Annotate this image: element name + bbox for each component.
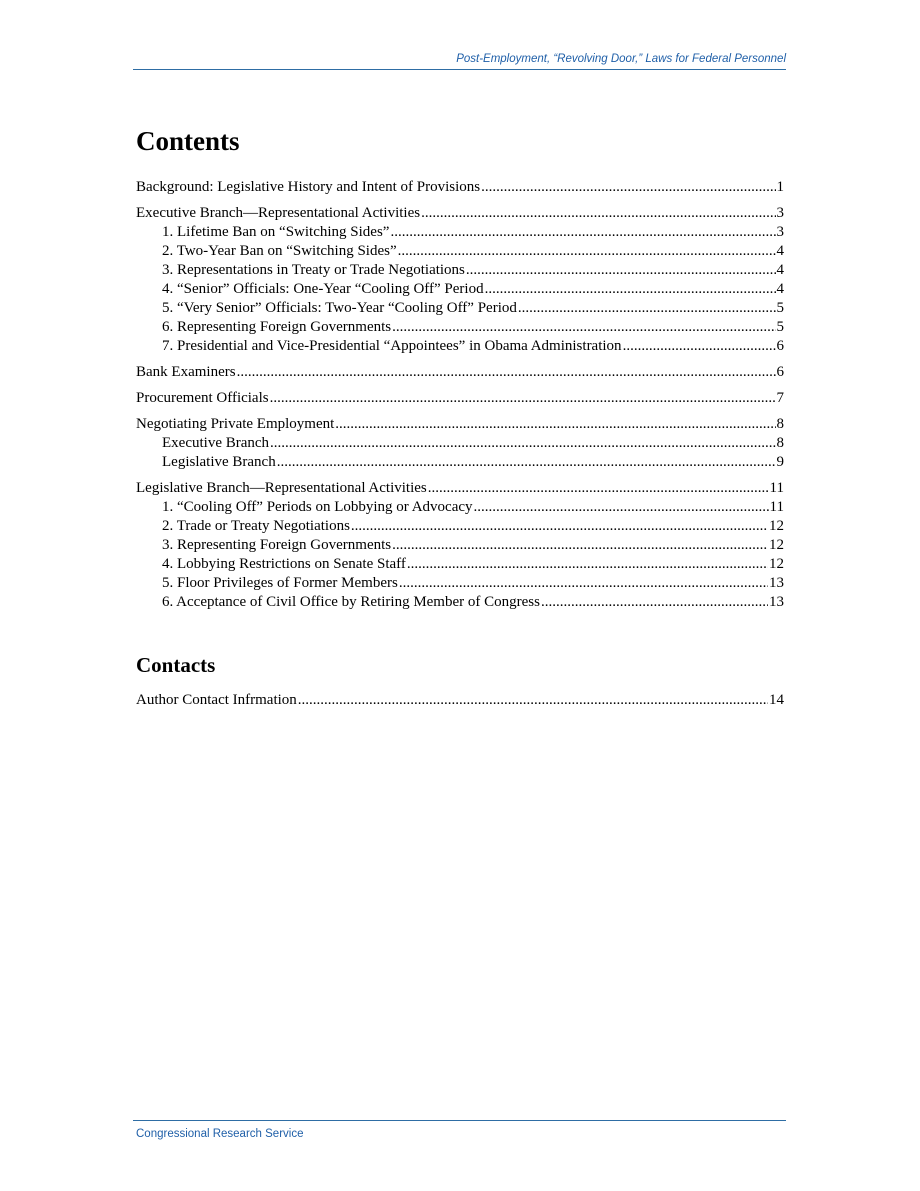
toc-entry-page: 12 <box>769 518 784 534</box>
toc-entry-page: 8 <box>776 435 784 451</box>
toc-entry-label: Executive Branch <box>162 435 270 451</box>
toc-entry[interactable] <box>136 593 784 612</box>
toc-entry[interactable] <box>136 318 784 337</box>
toc-entry[interactable] <box>136 536 784 555</box>
toc-entry-page: 13 <box>769 594 784 610</box>
toc-leader-dots <box>428 479 769 498</box>
toc-entry-page: 11 <box>769 480 784 496</box>
toc-leader-dots <box>399 574 768 593</box>
toc-entry[interactable] <box>136 517 784 536</box>
toc-leader-dots <box>270 389 776 408</box>
toc-entry[interactable] <box>136 299 784 318</box>
toc-leader-dots <box>298 691 768 710</box>
toc-entry-label: 6. Representing Foreign Governments <box>162 319 392 335</box>
toc-entry-label: Legislative Branch—Representational Activities <box>136 480 427 496</box>
toc-entry-label: 5. “Very Senior” Officials: Two-Year “Cooling Off” Period <box>162 300 517 316</box>
toc-entry-page: 12 <box>769 537 784 553</box>
toc-entry-label: 5. Floor Privileges of Former Members <box>162 575 398 591</box>
toc-entry[interactable] <box>136 280 784 299</box>
toc-entry-label: 3. Representations in Treaty or Trade Negotiations <box>162 262 465 278</box>
toc-entry-page: 9 <box>776 454 784 470</box>
toc-entry-label: Legislative Branch <box>162 454 276 470</box>
toc-entry[interactable] <box>136 498 784 517</box>
toc-entry-page: 12 <box>769 556 784 572</box>
contents-list <box>136 178 784 612</box>
toc-entry-label: Negotiating Private Employment <box>136 416 335 432</box>
contacts-list <box>136 691 784 710</box>
toc-entry[interactable] <box>136 204 784 223</box>
toc-entry[interactable] <box>136 434 784 453</box>
toc-entry-label: Procurement Officials <box>136 390 269 406</box>
contacts-title: Contacts <box>136 653 216 677</box>
toc-leader-dots <box>237 363 776 382</box>
toc-entry[interactable] <box>136 261 784 280</box>
toc-entry[interactable] <box>136 178 784 197</box>
toc-entry-page: 11 <box>769 499 784 515</box>
toc-entry-page: 3 <box>776 224 784 240</box>
toc-entry-label: 4. “Senior” Officials: One-Year “Cooling Off” Period <box>162 281 484 297</box>
toc-leader-dots <box>421 204 775 223</box>
toc-entry[interactable] <box>136 453 784 472</box>
toc-entry-page: 7 <box>776 390 784 406</box>
toc-leader-dots <box>390 223 775 242</box>
toc-entry[interactable] <box>136 691 784 710</box>
toc-leader-dots <box>392 536 768 555</box>
toc-entry[interactable] <box>136 415 784 434</box>
toc-entry[interactable] <box>136 479 784 498</box>
toc-entry-label: 6. Acceptance of Civil Office by Retiring Member of Congress <box>162 594 540 610</box>
toc-entry-page: 13 <box>769 575 784 591</box>
running-header <box>133 53 786 70</box>
toc-leader-dots <box>485 280 776 299</box>
toc-entry[interactable] <box>136 223 784 242</box>
toc-entry-label: 3. Representing Foreign Governments <box>162 537 392 553</box>
toc-entry-page: 6 <box>776 338 784 354</box>
toc-entry-page: 5 <box>776 300 784 316</box>
toc-entry-label: 1. Lifetime Ban on “Switching Sides” <box>162 224 390 240</box>
toc-entry-label: Bank Examiners <box>136 364 236 380</box>
toc-entry[interactable] <box>136 555 784 574</box>
toc-entry-label: 4. Lobbying Restrictions on Senate Staff <box>162 556 406 572</box>
toc-leader-dots <box>474 498 769 517</box>
toc-entry-page: 4 <box>776 262 784 278</box>
toc-leader-dots <box>481 178 775 197</box>
toc-entry-page: 4 <box>776 243 784 259</box>
toc-entry[interactable] <box>136 242 784 261</box>
toc-entry-label: Background: Legislative History and Intent of Provisions <box>136 179 481 195</box>
toc-leader-dots <box>407 555 768 574</box>
toc-leader-dots <box>335 415 775 434</box>
toc-entry-page: 3 <box>776 205 784 221</box>
toc-entry-label: 7. Presidential and Vice-Presidential “Appointees” in Obama Administration <box>162 338 622 354</box>
running-title: Post-Employment, “Revolving Door,” Laws for Federal Personnel <box>456 53 786 65</box>
toc-entry-label: 2. Trade or Treaty Negotiations <box>162 518 350 534</box>
toc-leader-dots <box>270 434 775 453</box>
toc-entry[interactable] <box>136 363 784 382</box>
toc-entry[interactable] <box>136 574 784 593</box>
toc-entry[interactable] <box>136 389 784 408</box>
toc-leader-dots <box>398 242 776 261</box>
page-footer <box>133 1120 786 1142</box>
toc-entry[interactable] <box>136 337 784 356</box>
toc-entry-page: 6 <box>776 364 784 380</box>
toc-entry-label: 1. “Cooling Off” Periods on Lobbying or Advocacy <box>162 499 473 515</box>
toc-leader-dots <box>392 318 775 337</box>
toc-entry-label: Author Contact Infrmation <box>136 692 297 708</box>
toc-leader-dots <box>351 517 768 536</box>
toc-entry-page: 14 <box>769 692 784 708</box>
toc-leader-dots <box>518 299 776 318</box>
toc-entry-page: 8 <box>776 416 784 432</box>
toc-entry-label: 2. Two-Year Ban on “Switching Sides” <box>162 243 397 259</box>
toc-leader-dots <box>623 337 776 356</box>
contents-title: Contents <box>136 126 240 156</box>
footer-org: Congressional Research Service <box>136 1128 304 1140</box>
toc-entry-label: Executive Branch—Representational Activities <box>136 205 421 221</box>
toc-leader-dots <box>466 261 776 280</box>
toc-entry-page: 5 <box>776 319 784 335</box>
toc-entry-page: 1 <box>776 179 784 195</box>
toc-leader-dots <box>541 593 768 612</box>
toc-leader-dots <box>277 453 776 472</box>
toc-entry-page: 4 <box>776 281 784 297</box>
